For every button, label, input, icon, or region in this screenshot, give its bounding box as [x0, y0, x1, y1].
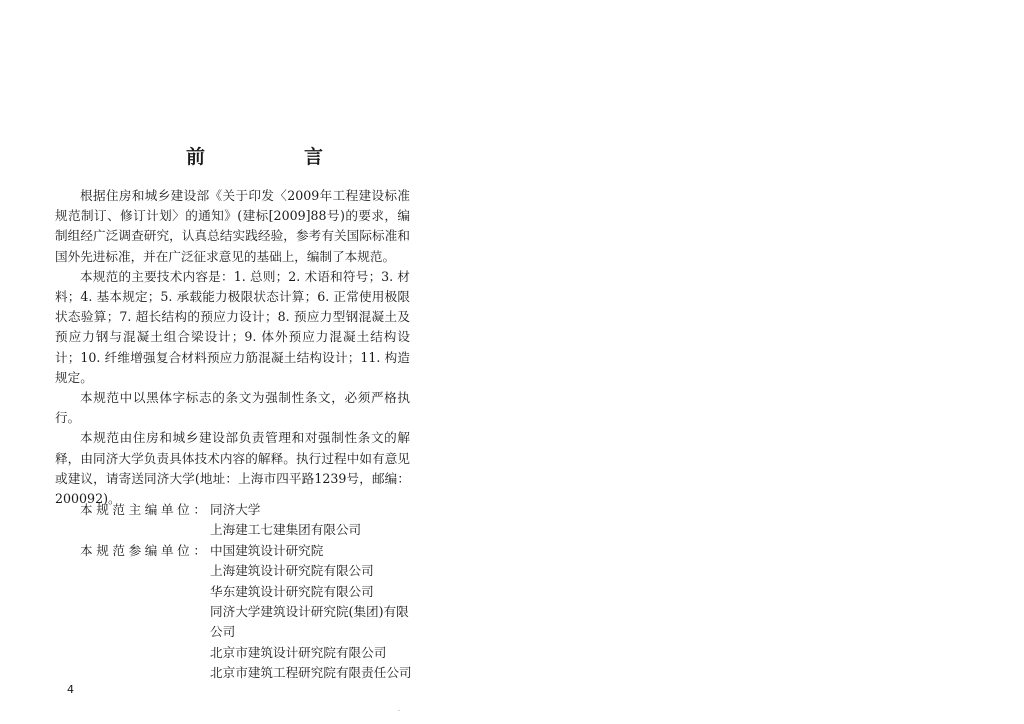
participating-unit-item: 北京市建筑设计研究院有限公司 — [210, 644, 387, 660]
scan-speck: · — [398, 708, 400, 715]
paragraph-main-contents: 本规范的主要技术内容是：1. 总则；2. 术语和符号；3. 材料；4. 基本规定；5. 承载能力极限状态计算；6. 正常使用极限状态验算；7. 超长结构的预应力设计；8. 预应力型钢混凝土及预应力钢与混凝土组合梁设计；9. 体外预应力混凝土结构设计；10. 纤维增强复合材料预应力筋混凝土结构设计；11. 构造规定。 — [55, 268, 410, 385]
preface-body — [55, 186, 410, 509]
units-section — [55, 500, 435, 684]
paragraph-compilation-basis: 根据住房和城乡建设部《关于印发〈2009年工程建设标准规范制订、修订计划〉的通知》(建标[2009]88号)的要求，编制组经广泛调查研究，认真总结实践经验，参考有关国际标准和国外先进标准，并在广泛征求意见的基础上，编制了本规范。 — [55, 188, 410, 264]
page-number: 4 — [67, 683, 74, 696]
participating-unit-item: 中国建筑设计研究院 — [210, 542, 324, 558]
participating-unit-item: 同济大学建筑设计研究院(集团)有限公司 — [210, 604, 409, 640]
chief-unit-item: 上海建工七建集团有限公司 — [210, 522, 362, 538]
chief-units-group — [55, 500, 435, 541]
participating-units-list — [210, 541, 415, 684]
chief-units-label: 本规范主编单位： — [80, 502, 210, 517]
chief-unit-item: 同济大学 — [210, 502, 261, 517]
page-title: 前 言 — [186, 146, 364, 168]
participating-unit-item: 北京市建筑工程研究院有限责任公司 — [210, 665, 412, 681]
paragraph-mandatory-clauses: 本规范中以黑体字标志的条文为强制性条文，必须严格执行。 — [55, 390, 410, 426]
participating-unit-item: 上海建筑设计研究院有限公司 — [210, 563, 374, 579]
participating-units-label: 本规范参编单位： — [80, 542, 210, 558]
chief-units-list — [210, 500, 415, 541]
participating-units-group — [55, 541, 435, 684]
paragraph-management: 本规范由住房和城乡建设部负责管理和对强制性条文的解释，由同济大学负责具体技术内容的解释。执行过程中如有意见或建议，请寄送同济大学(地址：上海市四平路1239号，邮编：200092)。 — [55, 430, 410, 507]
participating-unit-item: 华东建筑设计研究院有限公司 — [210, 583, 374, 599]
